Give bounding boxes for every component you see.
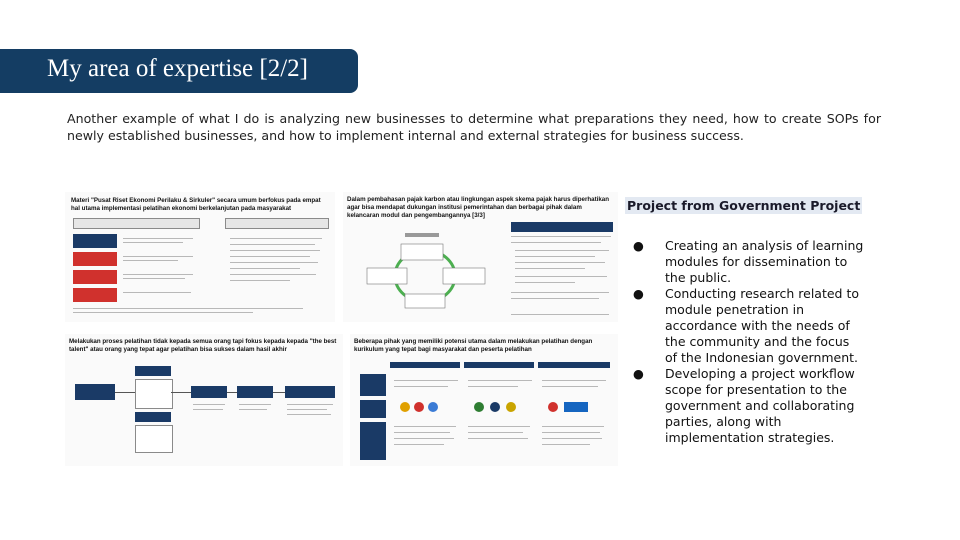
thumbnail-text-line — [511, 292, 609, 293]
thumbnail-text-line — [511, 298, 599, 299]
thumbnail-cycle-diagram — [363, 230, 493, 315]
thumbnail-text-line — [542, 438, 602, 439]
thumbnail-text-line — [230, 262, 318, 263]
thumbnail-pusat-riset — [65, 192, 335, 322]
thumbnail-logo-dot — [490, 402, 500, 412]
bullet-text: Conducting research related to module penetration in accordance with the needs of the community and the focus of the Indonesian government. — [665, 286, 860, 365]
thumbnail-text-line — [515, 276, 607, 277]
thumbnail-text-line — [239, 409, 267, 410]
thumbnail-heading: Dalam pembahasan pajak karbon atau lingkungan aspek skema pajak harus diperhatikan agar bisa mendapat dukungan institusi pemerintahan dan berbagai pihak dalam kelancaran modul dan pengembangannya [3/3] — [347, 196, 610, 219]
slide-title: My area of expertise [2/2] — [47, 55, 308, 82]
thumbnail-row-label — [73, 288, 117, 302]
bullet-icon: ● — [633, 238, 644, 253]
thumbnail-text-line — [230, 250, 320, 251]
bullet-icon: ● — [633, 286, 644, 301]
thumbnail-logo-dot — [548, 402, 558, 412]
thumbnail-text-line — [230, 238, 322, 239]
thumbnail-text-line — [511, 242, 601, 243]
thumbnail-heading: Materi "Pusat Riset Ekonomi Perilaku & Sirkuler" secara umum berfokus pada empat hal utama implementasi pelatihan ekonomi berkelanjutan pada masyarakat — [71, 197, 321, 212]
thumbnail-text-line — [542, 380, 606, 381]
thumbnail-text-line — [394, 432, 450, 433]
bullet-text: Developing a project workflow scope for presentation to the government and collaborating parties, along with implementation strategies. — [665, 366, 855, 445]
thumbnail-logo-dot — [506, 402, 516, 412]
thumbnail-text-line — [230, 268, 300, 269]
thumbnail-text-line — [287, 404, 333, 405]
thumbnail-text-line — [468, 386, 518, 387]
thumbnail-table-header-left — [73, 218, 200, 229]
thumbnail-heading: Beberapa pihak yang memiliki potensi utama dalam melakukan pelatihan dengan kurikulum yang tepat bagi masyarakat dan peserta pelatihan — [354, 338, 593, 353]
thumbnail-text-line — [542, 386, 598, 387]
thumbnail-table-header — [390, 362, 460, 368]
thumbnail-text-line — [230, 280, 290, 281]
thumbnail-text-line — [230, 244, 315, 245]
thumbnail-text-line — [123, 274, 193, 275]
project-heading: Project from Government Project — [627, 198, 861, 213]
thumbnail-text-line — [123, 242, 183, 243]
thumbnail-text-line — [123, 278, 185, 279]
thumbnail-text-line — [468, 380, 532, 381]
thumbnail-text-line — [394, 386, 448, 387]
thumbnail-text-line — [515, 282, 575, 283]
thumbnail-connector — [115, 392, 135, 393]
thumbnail-connector — [171, 392, 191, 393]
thumbnail-text-line — [394, 444, 444, 445]
thumbnail-text-line — [394, 438, 454, 439]
thumbnail-text-line — [239, 404, 271, 405]
thumbnail-logo-dot — [564, 402, 588, 412]
thumbnail-text-line — [542, 432, 600, 433]
thumbnail-row-label — [73, 252, 117, 266]
thumbnail-side-panel — [511, 222, 613, 232]
thumbnail-text-line — [468, 432, 523, 433]
thumbnail-text-line — [515, 250, 609, 251]
thumbnail-table-header — [538, 362, 610, 368]
thumbnail-text-line — [511, 314, 609, 315]
thumbnail-text-line — [287, 414, 331, 415]
thumbnail-row-label — [360, 374, 386, 396]
thumbnail-heading: Melakukan proses pelatihan tidak kepada semua orang tapi fokus kepada kepada "the best talent" atau orang yang tepat agar pelatihan bisa sukses dalam hasil akhir — [69, 338, 337, 353]
thumbnail-table-header-right — [225, 218, 329, 229]
thumbnail-row-label — [73, 270, 117, 284]
thumbnail-text-line — [230, 256, 310, 257]
thumbnail-connector — [273, 392, 285, 393]
thumbnail-flow-box — [191, 386, 227, 398]
thumbnail-text-line — [123, 256, 193, 257]
thumbnail-text-line — [394, 426, 456, 427]
thumbnail-flow-box — [135, 412, 171, 422]
thumbnail-flow-box — [135, 366, 171, 376]
thumbnail-text-line — [287, 409, 327, 410]
thumbnail-logo-dot — [428, 402, 438, 412]
thumbnail-text-line — [123, 292, 191, 293]
thumbnail-text-line — [123, 238, 193, 239]
thumbnail-connector — [227, 392, 237, 393]
bullet-icon: ● — [633, 366, 644, 381]
thumbnail-text-line — [468, 438, 528, 439]
thumbnail-text-line — [515, 262, 605, 263]
thumbnail-text-line — [73, 312, 253, 313]
list-item — [633, 366, 865, 446]
thumbnail-row-label — [360, 422, 386, 460]
thumbnail-text-line — [123, 260, 178, 261]
thumbnail-table-header — [464, 362, 534, 368]
thumbnail-potential-parties — [350, 334, 618, 466]
thumbnail-text-line — [73, 308, 303, 309]
thumbnail-row-label — [73, 234, 117, 248]
thumbnail-flow-box — [237, 386, 273, 398]
thumbnail-text-line — [542, 426, 604, 427]
thumbnail-flow-box — [135, 425, 173, 453]
thumbnail-flow-box — [75, 384, 115, 400]
thumbnail-best-talent — [65, 334, 343, 466]
title-banner — [0, 49, 358, 93]
thumbnail-pajak-karbon — [343, 192, 618, 322]
thumbnail-text-line — [511, 236, 611, 237]
thumbnail-flow-box — [285, 386, 335, 398]
thumbnail-text-line — [193, 404, 225, 405]
thumbnail-logo-dot — [414, 402, 424, 412]
thumbnail-text-line — [230, 274, 316, 275]
thumbnail-row-label — [360, 400, 386, 418]
thumbnail-text-line — [193, 409, 223, 410]
project-bullet-list — [633, 238, 865, 446]
bullet-text: Creating an analysis of learning modules for dissemination to the public. — [665, 238, 864, 285]
intro-paragraph: Another example of what I do is analyzing new businesses to determine what preparations they need, how to create SOPs for newly established businesses, and how to implement internal and external strategies for business success. — [67, 111, 881, 143]
thumbnail-text-line — [468, 426, 530, 427]
thumbnail-flow-box — [135, 379, 173, 409]
thumbnail-text-line — [515, 268, 585, 269]
thumbnail-logo-dot — [400, 402, 410, 412]
thumbnail-text-line — [515, 256, 595, 257]
thumbnail-text-line — [542, 444, 590, 445]
list-item — [633, 238, 865, 286]
list-item — [633, 286, 865, 366]
thumbnail-text-line — [394, 380, 458, 381]
thumbnail-logo-dot — [474, 402, 484, 412]
